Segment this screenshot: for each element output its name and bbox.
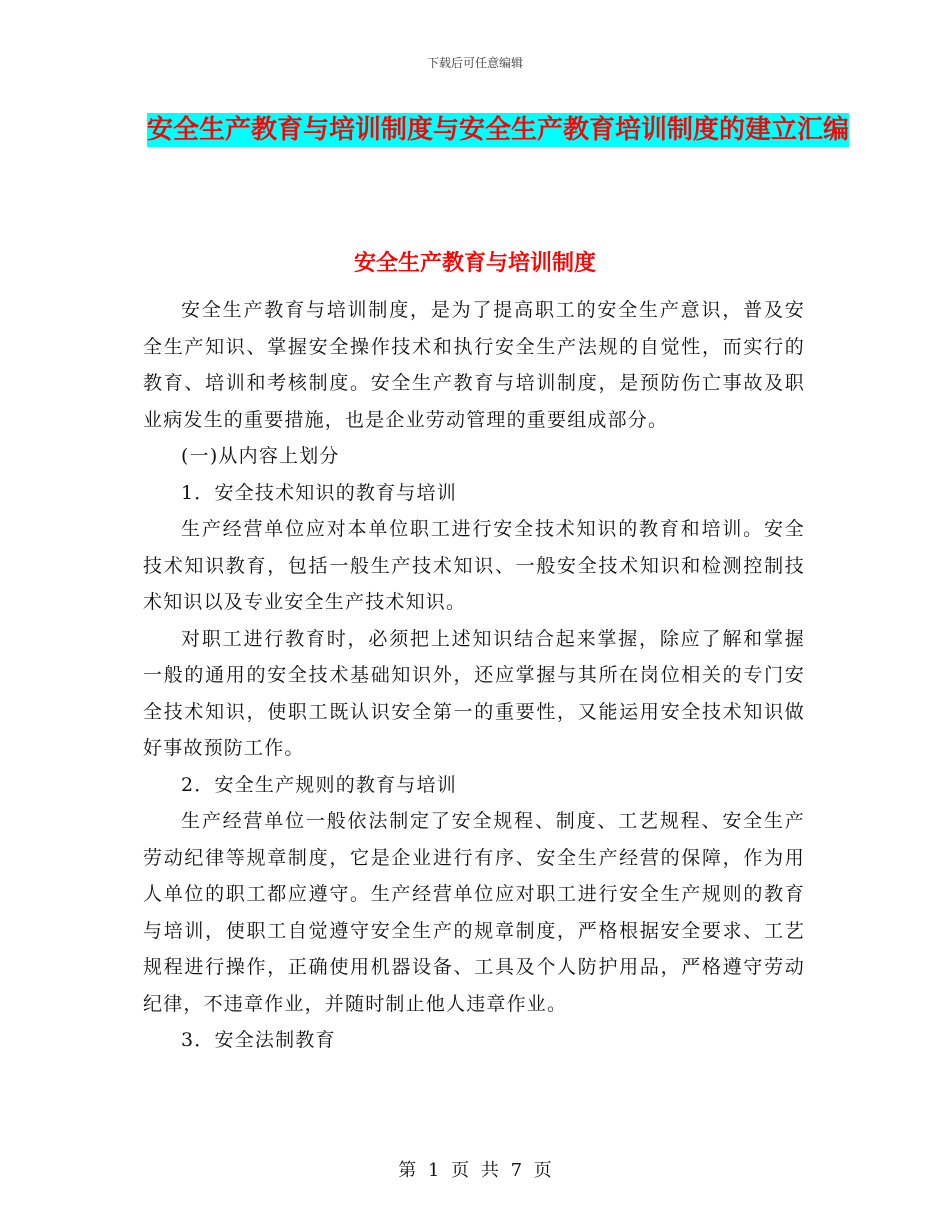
- document-title: [145, 108, 851, 153]
- paragraph: 对职工进行教育时，必须把上述知识结合起来掌握，除应了解和掌握一般的通用的安全技术基础知识外，还应掌握与其所在岗位相关的专门安全技术知识，使职工既认识安全第一的重要性，又能运用安全技术知识做好事故预防工作。: [143, 627, 805, 759]
- document-body: [143, 292, 805, 1059]
- paragraph: 2．安全生产规则的教育与培训: [181, 773, 457, 796]
- section-title: 安全生产教育与培训制度: [353, 251, 596, 276]
- paragraph: (一)从内容上划分: [181, 445, 340, 467]
- page-number-footer: 第 1 页 共 7 页: [398, 1160, 552, 1181]
- paragraph: 1．安全技术知识的教育与培训: [181, 481, 457, 504]
- document-title-text: 安全生产教育与培训制度与安全生产教育培训制度的建立汇编: [146, 115, 849, 145]
- paragraph: 生产经营单位应对本单位职工进行安全技术知识的教育和培训。安全技术知识教育，包括一般生产技术知识、一般安全技术知识和检测控制技术知识以及专业安全生产技术知识。: [143, 518, 805, 613]
- paragraph: 生产经营单位一般依法制定了安全规程、制度、工艺规程、安全生产劳动纪律等规章制度，它是企业进行有序、安全生产经营的保障，作为用人单位的职工都应遵守。生产经营单位应对职工进行安全生产规则的教育与培训，使职工自觉遵守安全生产的规章制度，严格根据安全要求、工艺规程进行操作，正确使用机器设备、工具及个人防护用品，严格遵守劳动纪律，不违章作业，并随时制止他人违章作业。: [143, 810, 805, 1015]
- paragraph: 3．安全法制教育: [181, 1029, 336, 1051]
- paragraph: 安全生产教育与培训制度，是为了提高职工的安全生产意识，普及安全生产知识、掌握安全操作技术和执行安全生产法规的自觉性，而实行的教育、培训和考核制度。安全生产教育与培训制度，是预防伤亡事故及职业病发生的重要措施，也是企业劳动管理的重要组成部分。: [143, 299, 805, 431]
- header-note: 下载后可任意编辑: [426, 56, 523, 70]
